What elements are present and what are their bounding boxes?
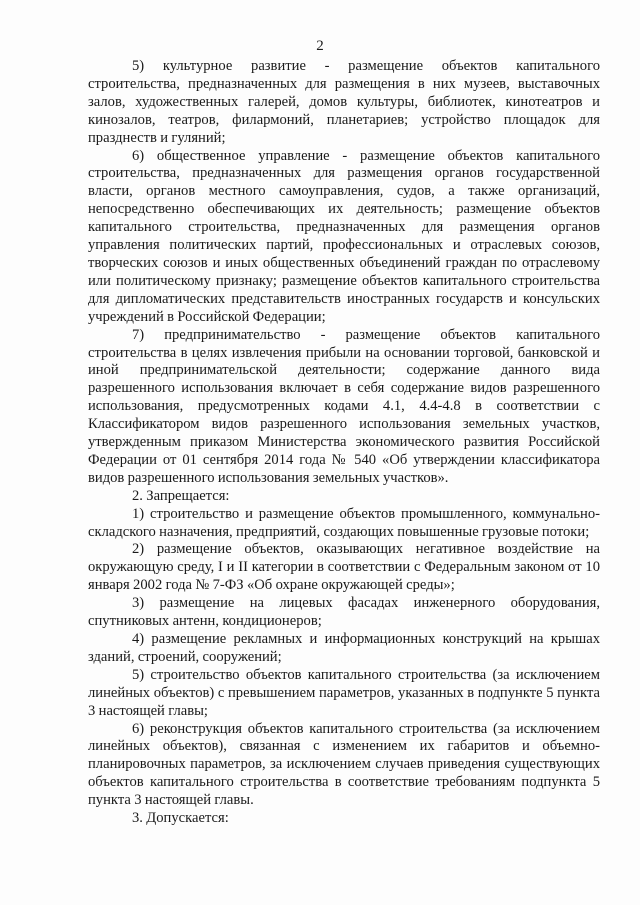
prohibited-item-2: 2) размещение объектов, оказывающих негативное воздействие на окружающую среду, I и II категории в соответствии с Федеральным законом от 10 января 2002 года № 7-ФЗ «Об охране окружающей среды»; <box>88 541 600 594</box>
prohibited-item-1: 1) строительство и размещение объектов промышленного, коммунально-складского назначения, предприятий, создающих повышенные грузовые потоки; <box>88 505 600 540</box>
paragraph-entrepreneurship: 7) предпринимательство - размещение объектов капитального строительства в целях извлечения прибыли на основании торговой, банковской и иной предпринимательской деятельности; содержание данного вида разрешенного использования включает в себя содержание видов разрешенного использования, предусмотренных кодами 4.1, 4.4-4.8 в соответствии с Классификатором видов разрешенного использования земельных участков, утвержденным приказом Министерства экономического развития Российской Федерации от 01 сентября 2014 года № 540 «Об утверждении классификатора видов разрешенного использования земельных участков». <box>88 326 600 486</box>
section-heading-permitted: 3. Допускается: <box>132 810 229 827</box>
page-number: 2 <box>316 38 324 54</box>
paragraph-cultural-development: 5) культурное развитие - размещение объектов капитального строительства, предназначенных для размещения в них музеев, выставочных залов, художественных галерей, домов культуры, библиотек, кинотеатров и кинозалов, театров, филармоний, планетариев; устройство площадок для празднеств и гуляний; <box>88 58 600 146</box>
document-body <box>88 58 600 828</box>
paragraph-public-administration: 6) общественное управление - размещение объектов капитального строительства, предназначенных для размещения органов государственной власти, органов местного самоуправления, судов, а также организаций, непосредственно обеспечивающих их деятельность; размещение объектов капитального строительства, предназначенных для размещения органов управления политических партий, профессиональных и отраслевых союзов, творческих союзов и иных общественных объединений граждан по отраслевому или политическому признаку; размещение объектов капитального строительства для дипломатических представительств иностранных государств и консульских учреждений в Российской Федерации; <box>88 147 600 325</box>
prohibited-item-4: 4) размещение рекламных и информационных конструкций на крышах зданий, строений, сооружений; <box>88 631 600 665</box>
section-heading-prohibited: 2. Запрещается: <box>132 487 230 504</box>
prohibited-item-3: 3) размещение на лицевых фасадах инженерного оборудования, спутниковых антенн, кондиционеров; <box>88 595 600 630</box>
prohibited-item-6: 6) реконструкция объектов капитального строительства (за исключением линейных объектов), связанная с изменением их габаритов и объемно-планировочных параметров, за исключением случаев приведения существующих объектов капитального строительства в соответствие требованиям подпункта 5 пункта 3 настоящей главы. <box>88 720 600 809</box>
prohibited-item-5: 5) строительство объектов капитального строительства (за исключением линейных объектов) с превышением параметров, указанных в подпункте 5 пункта 3 настоящей главы; <box>88 666 600 719</box>
